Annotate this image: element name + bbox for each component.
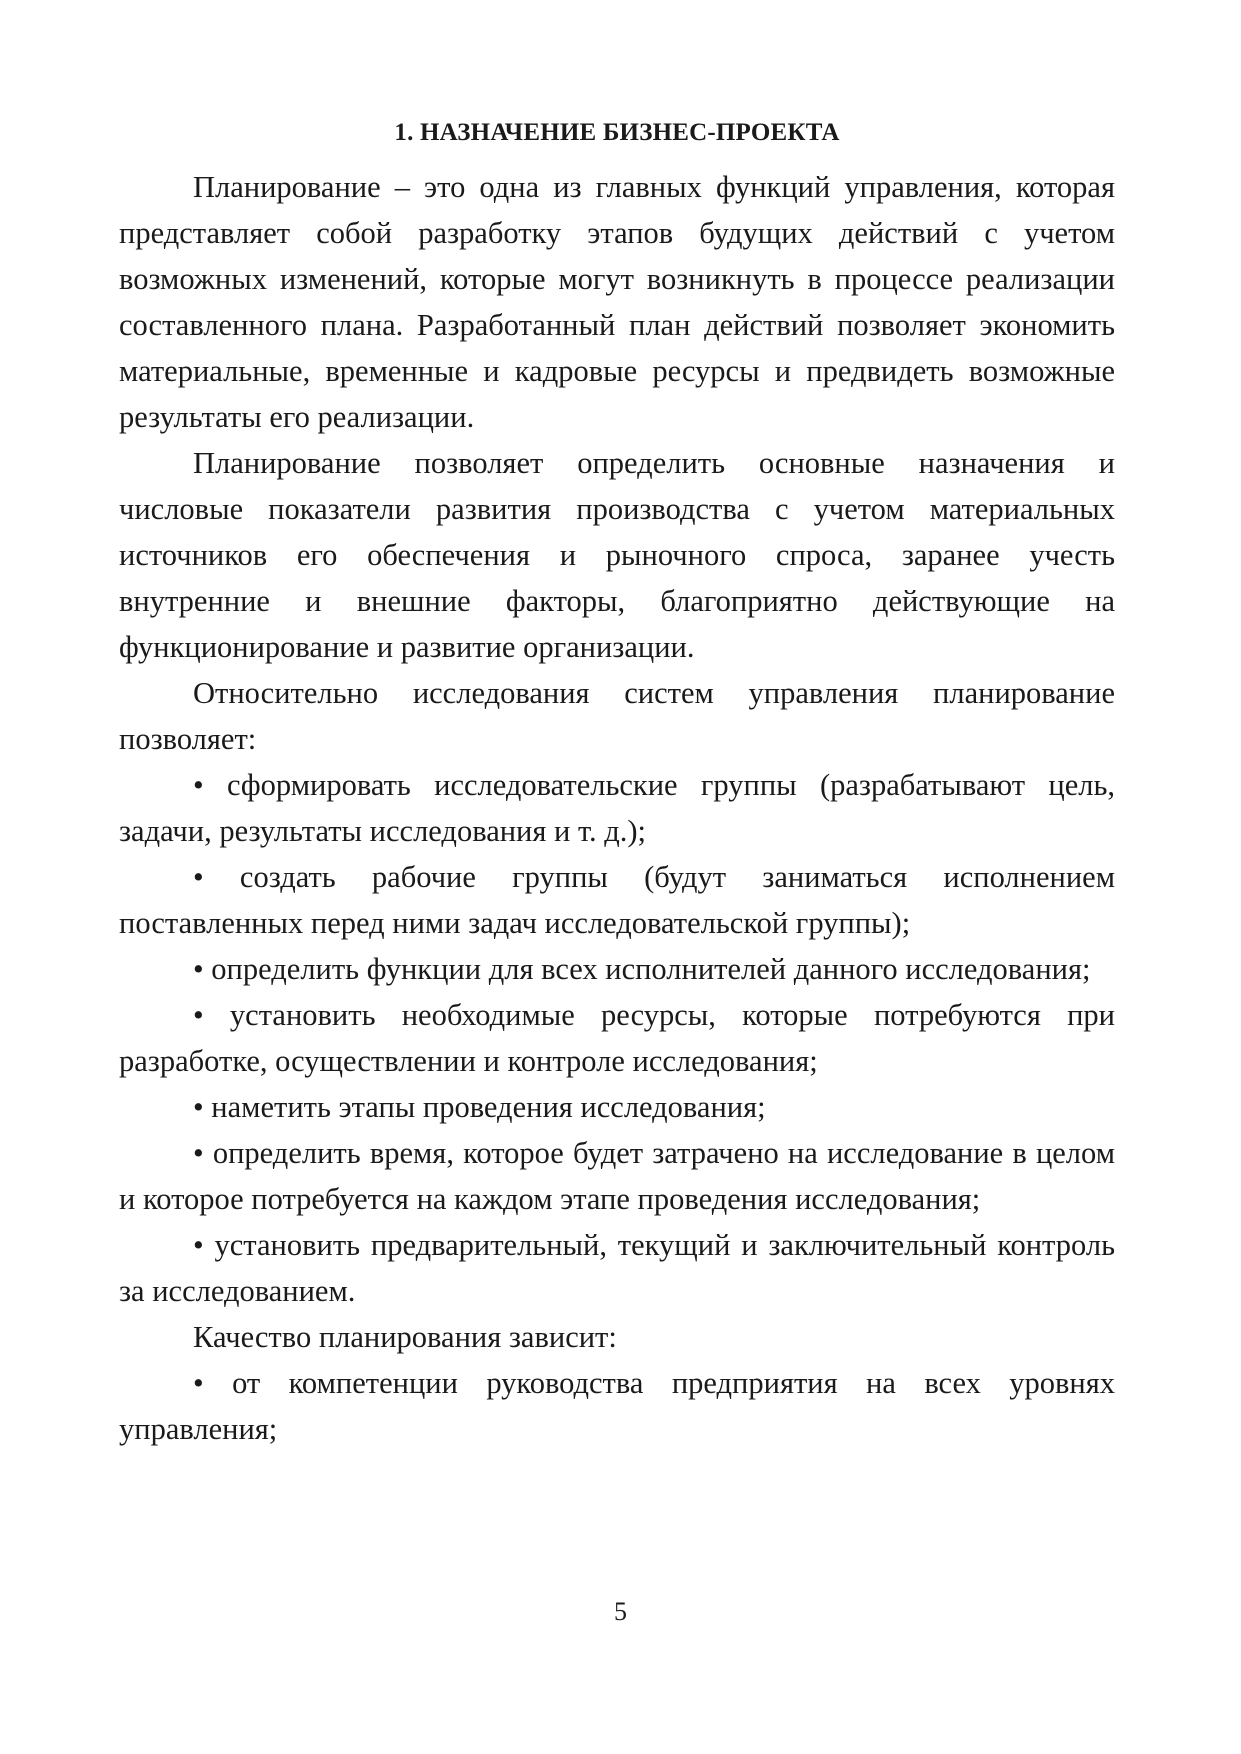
list-item-time: • определить время, которое будет затрачено на исследование в целом и которое потребуется на каждом этапе проведения исследования; bbox=[119, 1136, 1115, 1216]
list-item-stages: • наметить этапы проведения исследования; bbox=[193, 1090, 766, 1124]
paragraph-planning-indicators: Планирование позволяет определить основные назначения и числовые показатели развития производства с учетом материальных источников его обеспечения и рыночного спроса, заранее учесть внутренние и внешние факторы, благоприятно действующие на функционирование и развитие организации. bbox=[119, 446, 1115, 664]
paragraph-planning-definition: Планирование – это одна из главных функций управления, которая представляет собой разработку этапов будущих действий с учетом возможных изменений, которые могут возникнуть в процессе реализации составленного плана. Разработанный план действий позволяет экономить материальные, временные и кадровые ресурсы и предвидеть возможные результаты его реализации. bbox=[119, 170, 1115, 434]
list-item-research-groups: • сформировать исследовательские группы (разрабатывают цель, задачи, результаты исследования и т. д.); bbox=[119, 768, 1115, 848]
list-item-functions: • определить функции для всех исполнителей данного исследования; bbox=[193, 952, 1091, 986]
paragraph-list-intro: Относительно исследования систем управления планирование позволяет: bbox=[119, 676, 1115, 756]
section-heading: 1. НАЗНАЧЕНИЕ БИЗНЕС-ПРОЕКТА bbox=[394, 119, 840, 146]
list-item-resources: • установить необходимые ресурсы, которые потребуются при разработке, осуществлении и контроле исследования; bbox=[119, 998, 1115, 1078]
list-item-competence: • от компетенции руководства предприятия на всех уровнях управления; bbox=[119, 1366, 1115, 1446]
page-number: 5 bbox=[614, 1597, 627, 1626]
list-item-control: • установить предварительный, текущий и заключительный контроль за исследованием. bbox=[119, 1228, 1115, 1308]
paragraph-quality-intro: Качество планирования зависит: bbox=[193, 1320, 617, 1354]
page-content bbox=[119, 118, 1115, 1452]
list-item-work-groups: • создать рабочие группы (будут заниматься исполнением поставленных перед ними задач исследовательской группы); bbox=[119, 860, 1115, 940]
